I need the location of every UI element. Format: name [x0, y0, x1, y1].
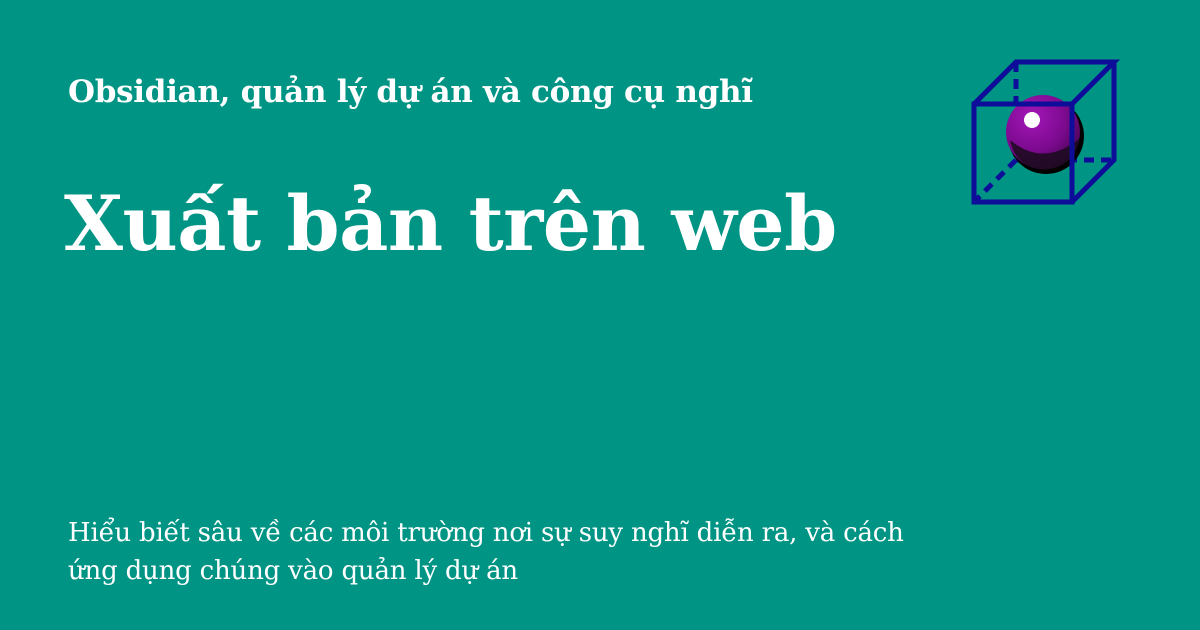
page-description: Hiểu biết sâu về các môi trường nơi sự suy nghĩ diễn ra, và cách ứng dụng chúng vào quản lý dự án — [68, 518, 904, 586]
page-title: Xuất bản trên web — [64, 179, 837, 268]
series-title: Obsidian, quản lý dự án và công cụ nghĩ — [68, 74, 753, 110]
cube-sphere-icon — [964, 56, 1124, 212]
